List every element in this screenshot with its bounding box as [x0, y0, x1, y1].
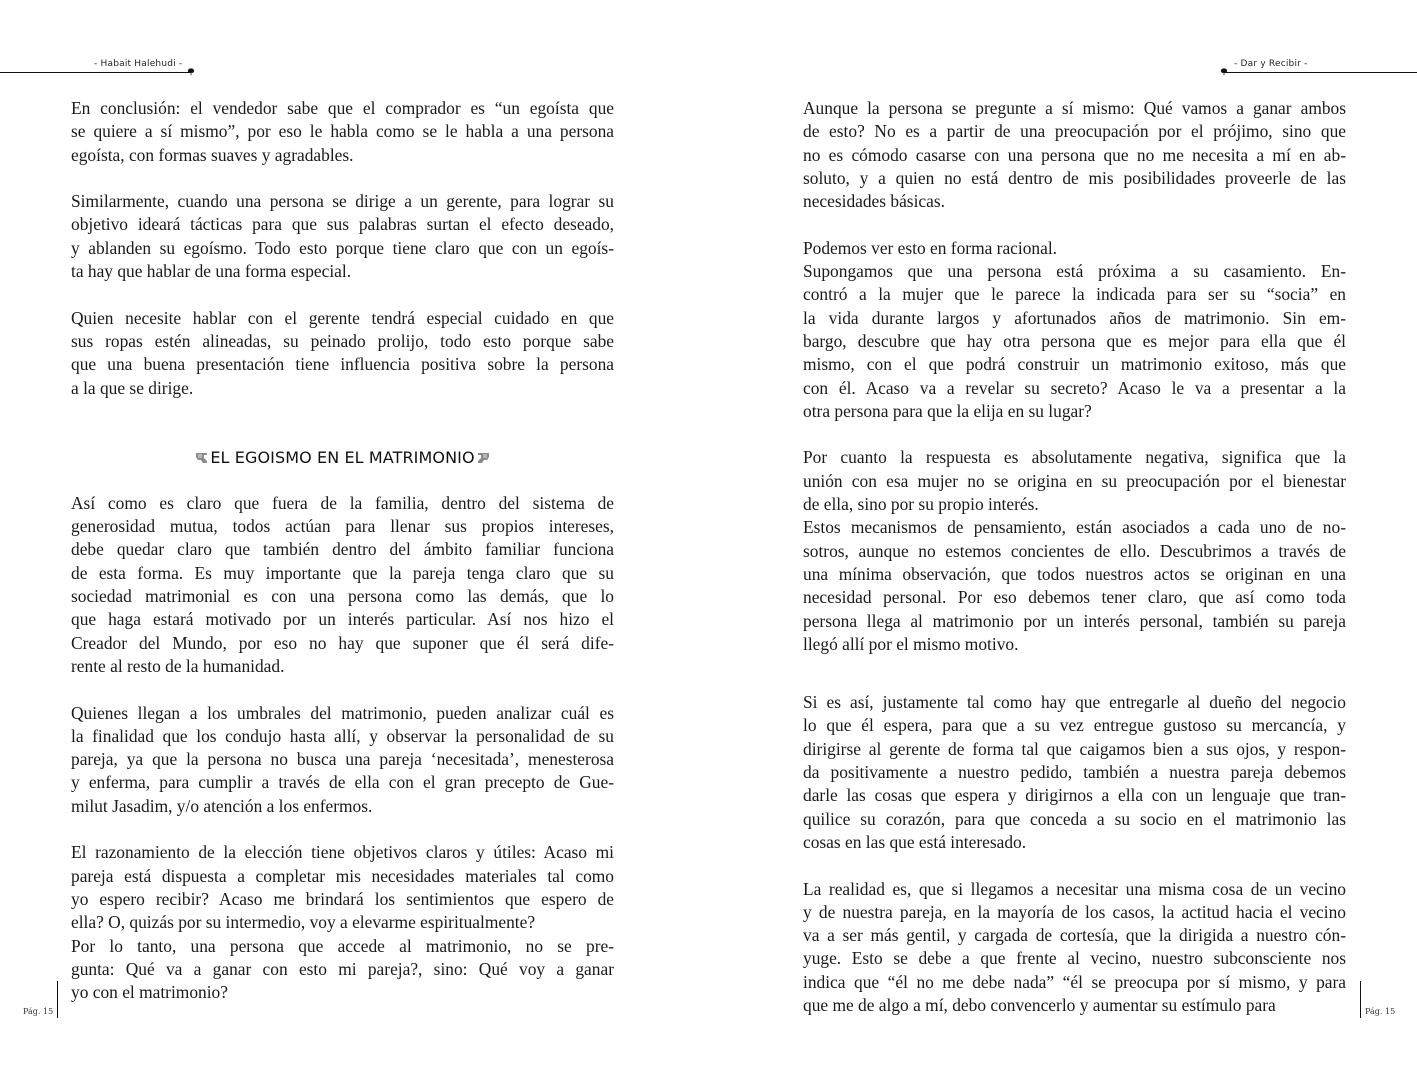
text-line: yuge. Esto se debe a que frente al vecino, nuestro subconsciente nos: [803, 948, 1346, 969]
left-text-column: [71, 97, 614, 1028]
fleuron-dingbat-icon: [187, 68, 195, 76]
running-header: - Dar y Recibir -: [1234, 59, 1308, 69]
text-line: soluto, y a quien no está dentro de mis posibilidades proveerle de las: [803, 167, 1346, 188]
text-line: mismo, con el que podrá construir un matrimonio exitoso, más que: [803, 354, 1346, 375]
paragraph: [71, 97, 614, 167]
text-line: Supongamos que una persona está próxima a su casamiento. En-: [803, 261, 1346, 282]
text-line: no es cómodo casarse con una persona que no me necesita a mí en ab-: [803, 144, 1346, 165]
paragraph: [71, 307, 614, 400]
left-page: [0, 0, 708, 1087]
text-line: va a ser más gentil, y cargada de cortesía, que la dirigida a nuestro cón-: [803, 925, 1346, 946]
text-line: rente al resto de la humanidad.: [71, 655, 285, 676]
text-line: contró a la mujer que le parece la indicada para ser su “socia” en: [803, 284, 1346, 305]
text-line: Podemos ver esto en forma racional.: [803, 237, 1058, 258]
text-line: ella? O, quizás por su intermedio, voy a elevarme espiritualmente?: [71, 912, 536, 933]
paragraph: [803, 97, 1346, 213]
text-line: Quienes llegan a los umbrales del matrimonio, pueden analizar cuál es: [71, 702, 614, 723]
text-line: Por cuanto la respuesta es absolutamente negativa, significa que la: [803, 447, 1346, 468]
paragraph: [803, 691, 1346, 854]
text-line: que me de algo a mí, debo convencerlo y aumentar su estímulo para: [803, 994, 1276, 1015]
text-line: la finalidad que los condujo hasta allí, y observar la personalidad de su: [71, 725, 614, 746]
text-line: ta hay que hablar de una forma especial.: [71, 261, 352, 282]
text-line: necesidad personal. Por eso debemos tener claro, que así como toda: [803, 587, 1346, 608]
fleuron-dingbat-icon: [1220, 68, 1228, 76]
text-line: persona llega al matrimonio por un interés personal, también su pareja: [803, 610, 1346, 631]
right-page: [708, 0, 1417, 1087]
text-line: quilice su corazón, para que conceda a su socio en el matrimonio las: [803, 808, 1346, 829]
text-line: debe quedar claro que también dentro del ámbito familiar funciona: [71, 539, 614, 560]
text-line: milut Jasadim, y/o atención a los enfermos.: [71, 795, 373, 816]
footer-rule: [57, 981, 58, 1018]
paragraph: [71, 841, 614, 934]
text-line: Quien necesite hablar con el gerente tendrá especial cuidado en que: [71, 307, 614, 328]
text-line: pareja, ya que la persona no busca una pareja ‘necesitada’, menesterosa: [71, 749, 614, 770]
section-heading-text: EL EGOISMO EN EL MATRIMONIO: [210, 447, 475, 467]
text-line: de esto? No es a partir de una preocupación por el prójimo, sino que: [803, 121, 1346, 142]
text-line: y de nuestra pareja, en la mayoría de los casos, la actitud hacia el vecino: [803, 901, 1346, 922]
paragraph: [803, 446, 1346, 516]
text-line: indica que “él no me debe nada” “él se preocupa por sí mismo, y para: [803, 971, 1346, 992]
text-line: En conclusión: el vendedor sabe que el comprador es “un egoísta que: [71, 98, 614, 118]
text-line: necesidades básicas.: [803, 191, 945, 212]
text-line: gunta: Qué va a ganar con esto mi pareja?, sino: Qué voy a ganar: [71, 958, 614, 979]
text-line: Creador del Mundo, por eso no hay que suponer que él será dife-: [71, 632, 614, 653]
text-line: otra persona para que la elija en su lugar?: [803, 400, 1092, 421]
text-line: llegó allí por el mismo motivo.: [803, 633, 1019, 654]
text-line: dirigirse al gerente de forma tal que caigamos bien a sus ojos, y respon-: [803, 738, 1346, 759]
text-line: sotros, aunque no estemos concientes de ello. Descubrimos a través de: [803, 540, 1346, 561]
fleuron-left-icon: [195, 452, 208, 464]
page-number: Pág. 15: [23, 1007, 54, 1016]
paragraph: [71, 702, 614, 818]
page-number: Pág. 15: [1365, 1007, 1396, 1016]
text-line: que una buena presentación tiene influencia positiva sobre la persona: [71, 354, 614, 375]
text-line: de esta forma. Es muy importante que la pareja tenga claro que su: [71, 562, 614, 583]
footer-rule: [1360, 981, 1361, 1018]
header-rule: [1224, 72, 1417, 73]
text-line: objetivo ideará tácticas para que sus palabras surtan el efecto deseado,: [71, 214, 614, 235]
paragraph: [71, 492, 614, 678]
text-line: con él. Acaso va a revelar su secreto? Acaso le va a presentar a la: [803, 377, 1346, 398]
text-line: cosas en las que está interesado.: [803, 831, 1027, 852]
text-line: sociedad matrimonial es con una persona como las demás, que lo: [71, 586, 614, 607]
text-line: lo que él espera, para que a su vez entregue gustoso su mercancía, y: [803, 715, 1346, 736]
text-line: que haga estará motivado por un interés particular. Así nos hizo el: [71, 609, 614, 630]
text-line: y enferma, para cumplir a través de ella con el gran precepto de Gue-: [71, 772, 614, 793]
paragraph: [803, 260, 1346, 423]
text-line: darle las cosas que espera y dirigirnos a ella con un lenguaje que tran-: [803, 785, 1346, 806]
section-heading: [71, 446, 614, 470]
paragraph: [803, 237, 1346, 260]
text-line: El razonamiento de la elección tiene objetivos claros y útiles: Acaso mi: [71, 842, 614, 863]
paragraph: [803, 878, 1346, 1018]
paragraph: [71, 935, 614, 1005]
text-line: egoísta, con formas suaves y agradables.: [71, 144, 354, 165]
right-text-column: [803, 97, 1346, 1041]
text-line: Estos mecanismos de pensamiento, están asociados a cada uno de no-: [803, 517, 1346, 538]
text-line: y ablanden su egoísmo. Todo esto porque tiene claro que con un egoís-: [71, 237, 614, 258]
text-line: yo con el matrimonio?: [71, 982, 228, 1003]
text-line: sus ropas estén alineadas, su peinado prolijo, todo esto porque sabe: [71, 330, 614, 351]
paragraphs-after-heading: [71, 492, 614, 1005]
text-line: generosidad mutua, todos actúan para llenar sus propios intereses,: [71, 516, 614, 537]
text-line: Aunque la persona se pregunte a sí mismo: Qué vamos a ganar ambos: [803, 98, 1346, 118]
paragraph: [803, 516, 1346, 656]
text-line: yo espero recibir? Acaso me brindará los sentimientos que espero de: [71, 888, 614, 909]
text-line: La realidad es, que si llegamos a necesitar una misma cosa de un vecino: [803, 878, 1346, 899]
text-line: da positivamente a nuestro pedido, también a nuestra pareja debemos: [803, 762, 1346, 783]
text-line: de ella, sino por su propio interés.: [803, 494, 1039, 515]
running-header: - Habait Halehudi -: [94, 59, 183, 69]
text-line: a la que se dirige.: [71, 377, 194, 398]
text-line: se quiere a sí mismo”, por eso le habla como se le habla a una persona: [71, 121, 614, 142]
text-line: Por lo tanto, una persona que accede al matrimonio, no se pre-: [71, 935, 614, 956]
header-rule: [0, 72, 190, 73]
text-line: pareja está dispuesta a completar mis necesidades materiales tal como: [71, 865, 614, 886]
text-line: Así como es claro que fuera de la familia, dentro del sistema de: [71, 492, 614, 513]
text-line: Similarmente, cuando una persona se dirige a un gerente, para lograr su: [71, 191, 614, 212]
paragraphs: [803, 97, 1346, 1017]
text-line: unión con esa mujer no se origina en su preocupación por el bienestar: [803, 470, 1346, 491]
paragraph: [71, 190, 614, 283]
paragraphs-before-heading: [71, 97, 614, 400]
text-line: bargo, descubre que hay otra persona que es mejor para ella que él: [803, 330, 1346, 351]
fleuron-right-icon: [477, 452, 490, 464]
text-line: la vida durante largos y afortunados años de matrimonio. Sin em-: [803, 307, 1346, 328]
text-line: una mínima observación, que todos nuestros actos se originan en una: [803, 563, 1346, 584]
text-line: Si es así, justamente tal como hay que entregarle al dueño del negocio: [803, 692, 1346, 713]
